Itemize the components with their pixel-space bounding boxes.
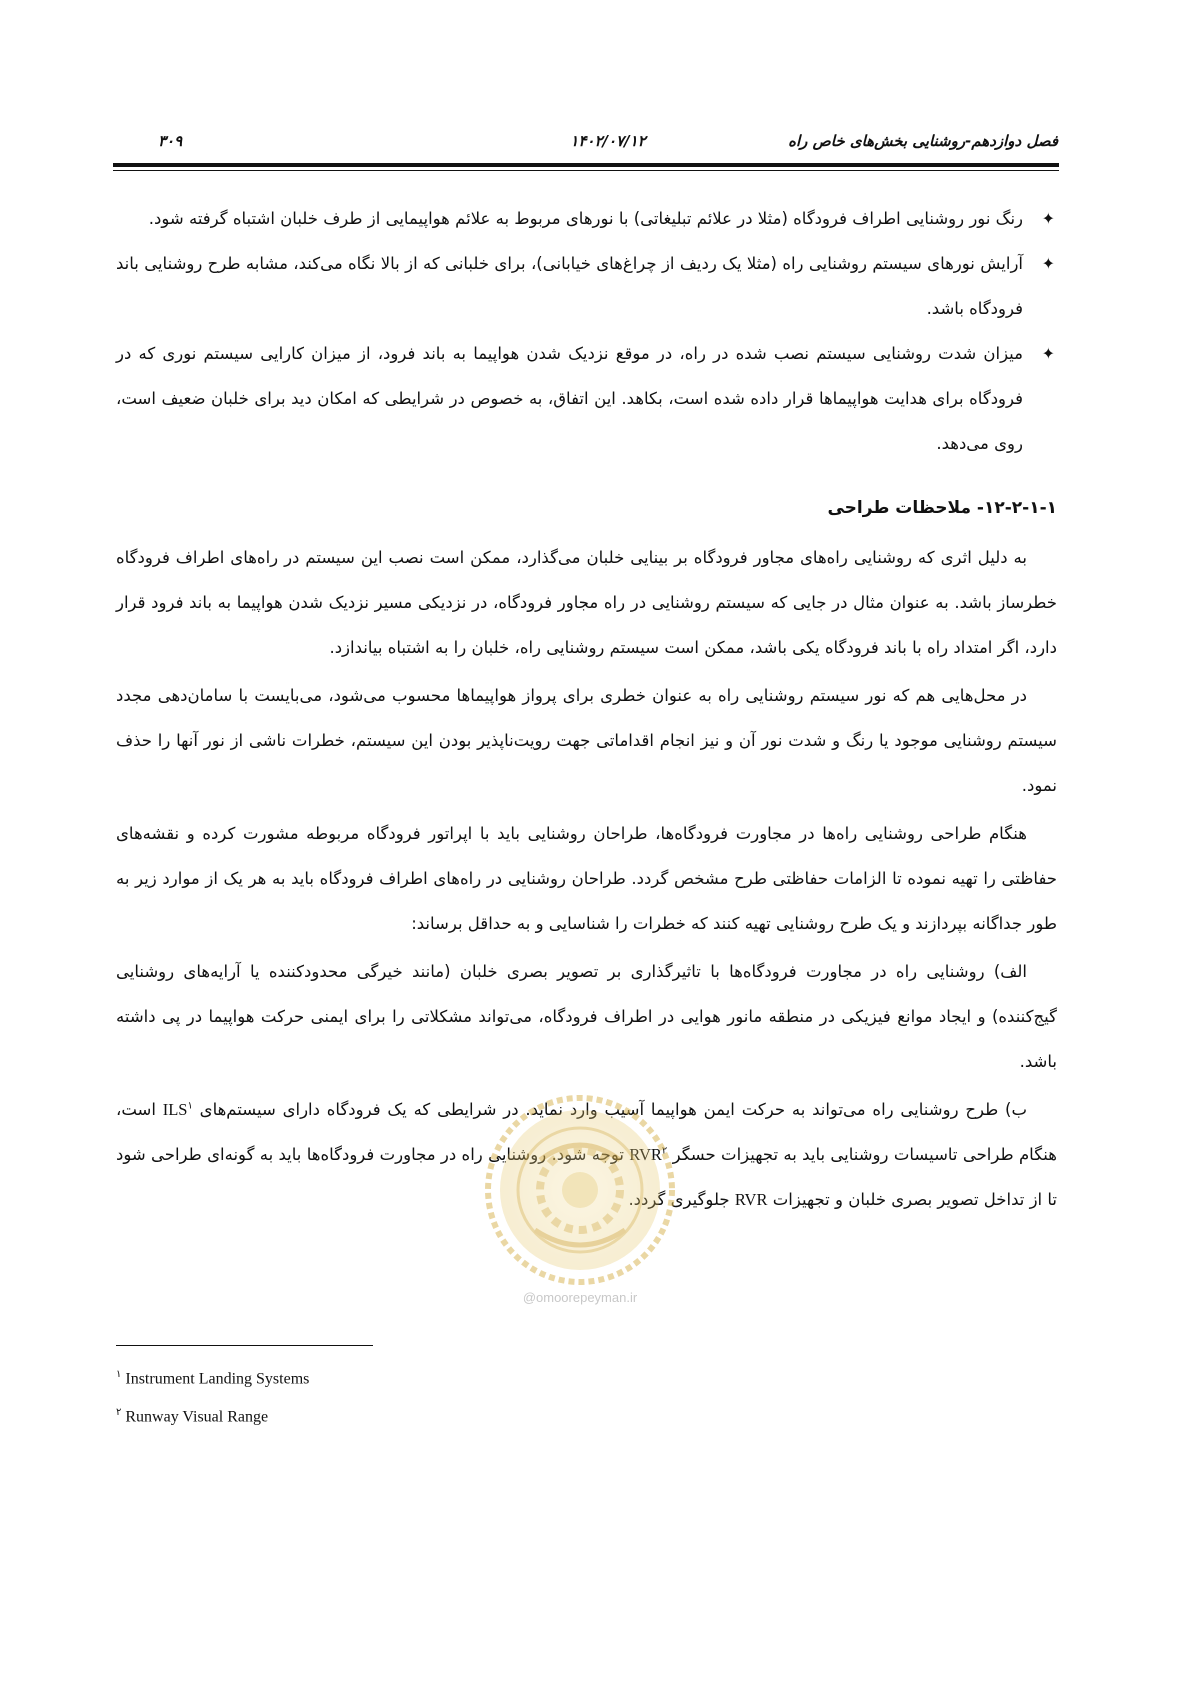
paragraph: هنگام طراحی روشنایی راه‌ها در مجاورت فرودگاه‌ها، طراحان روشنایی باید با اپراتور فرودگاه مربوطه مشورت کرده و نقشه‌های حفاظتی را تهیه نموده تا الزامات حفاظتی طرح مشخص گردد. طراحان روشنایی در راه‌های اطراف فرودگاه باید به هر یک از موارد زیر به طور جداگانه بپردازند و یک طرح روشنایی تهیه کنند که خطرات را شناسایی و به حداقل برساند: <box>116 824 1057 933</box>
header-date: ۱۴۰۲/۰۷/۱۲ <box>570 132 646 150</box>
four-point-star-icon: ✦ <box>1041 344 1055 363</box>
footnote <box>116 1396 309 1434</box>
abbreviation-rvr: RVR <box>629 1145 662 1164</box>
paragraph-text: توجه شود. روشنایی راه در مجاورت فرودگاه‌ها باید به گونه‌ای طراحی شود تا از تداخل تصویر بصری خلبان و تجهیزات <box>116 1145 1057 1209</box>
running-header <box>158 132 1058 158</box>
abbreviation-ils: ILS <box>162 1100 188 1119</box>
footnotes <box>116 1358 309 1435</box>
abbreviation-rvr: RVR <box>734 1190 768 1209</box>
paragraph: در محل‌هایی هم که نور سیستم روشنایی راه به عنوان خطری برای پرواز هواپیماها محسوب می‌شود، می‌بایست با سامان‌دهی مجدد سیستم روشنایی موجود یا رنگ و شدت نور آن و نیز انجام اقداماتی جهت رویت‌ناپذیر بودن این سیستم، خطرات ناشی از نور آنها را حذف نمود. <box>116 686 1057 795</box>
bullet-item <box>116 331 1057 466</box>
main-content <box>116 196 1057 1222</box>
bullet-text: میزان شدت روشنایی سیستم نصب شده در راه، در موقع نزدیک شدن هواپیما به باند فرود، از میزان کارایی سیستم نوری که در فرودگاه برای هدایت هواپیماها قرار داده شده است، بکاهد. این اتفاق، به خصوص در شرایطی که امکان دید برای خلبان ضعیف است، روی می‌دهد. <box>116 344 1023 453</box>
paragraph: به دلیل اثری که روشنایی راه‌های مجاور فرودگاه بر بینایی خلبان می‌گذارد، ممکن است نصب این سیستم در راه‌های اطراف فرودگاه خطرساز باشد. به عنوان مثال در جایی که سیستم روشنایی در راه مجاور فرودگاه، در نزدیکی مسیر نزدیک شدن هواپیما به باند فرود قرار دارد، اگر امتداد راه با باند فرودگاه یکی باشد، ممکن است سیستم روشنایی راه، خلبان را به اشتباه بیاندازد. <box>116 548 1057 657</box>
header-rule-thick <box>113 163 1059 167</box>
paragraph: الف) روشنایی راه در مجاورت فرودگاه‌ها با تاثیرگذاری بر تصویر بصری خلبان (مانند خیرگی محدودکننده یا آرایه‌های روشنایی گیج‌کننده) و ایجاد موانع فیزیکی در منطقه مانور هوایی در اطراف فرودگاه، می‌تواند مشکلاتی را برای ایمنی حرکت هواپیما در پی داشته باشد. <box>116 962 1057 1071</box>
bullet-item <box>116 241 1057 331</box>
footnote-marker: ۲ <box>116 1407 122 1419</box>
footnote <box>116 1358 309 1396</box>
paragraph-text: است، هنگام طراحی تاسیسات روشنایی باید به تجهیزات حسگر <box>116 1100 1057 1164</box>
paragraph <box>116 1087 1057 1222</box>
footnote-text: Runway Visual Range <box>125 1408 269 1426</box>
footnote-ref[interactable]: ۱ <box>187 1100 193 1112</box>
four-point-star-icon: ✦ <box>1041 209 1055 228</box>
chapter-title: فصل دوازدهم-روشنایی بخش‌های خاص راه <box>788 132 1058 150</box>
bullet-text: رنگ نور روشنایی اطراف فرودگاه (مثلا در علائم تبلیغاتی) با نورهای مربوط به علائم هواپیمایی از طرف خلبان اشتباه گرفته شود. <box>148 209 1023 228</box>
bullet-item <box>116 196 1057 241</box>
four-point-star-icon: ✦ <box>1041 254 1055 273</box>
bullet-text: آرایش نورهای سیستم روشنایی راه (مثلا یک ردیف از چراغ‌های خیابانی)، برای خلبانی که از بالا نگاه می‌کند، مشابه طرح روشنایی باند فرودگاه باشد. <box>116 254 1023 318</box>
footnote-text: Instrument Landing Systems <box>125 1370 310 1388</box>
header-rule-thin <box>113 170 1059 171</box>
paragraph-text: جلوگیری گردد. <box>628 1190 735 1209</box>
footnote-marker: ۱ <box>116 1369 122 1380</box>
footnote-ref[interactable]: ۲ <box>661 1145 668 1157</box>
section-heading: ۱۲-۲-۱-۱- ملاحظات طراحی <box>827 498 1057 518</box>
paragraph-text: ب) طرح روشنایی راه می‌تواند به حرکت ایمن هواپیما آسیب وارد نماید. در شرایطی که یک فرودگاه دارای سیستم‌های <box>192 1100 1027 1119</box>
footnote-separator <box>116 1345 373 1346</box>
watermark-url: @omoorepeyman.ir <box>522 1290 638 1305</box>
page-number: ۳۰۹ <box>158 132 183 150</box>
bullet-list <box>116 196 1057 466</box>
